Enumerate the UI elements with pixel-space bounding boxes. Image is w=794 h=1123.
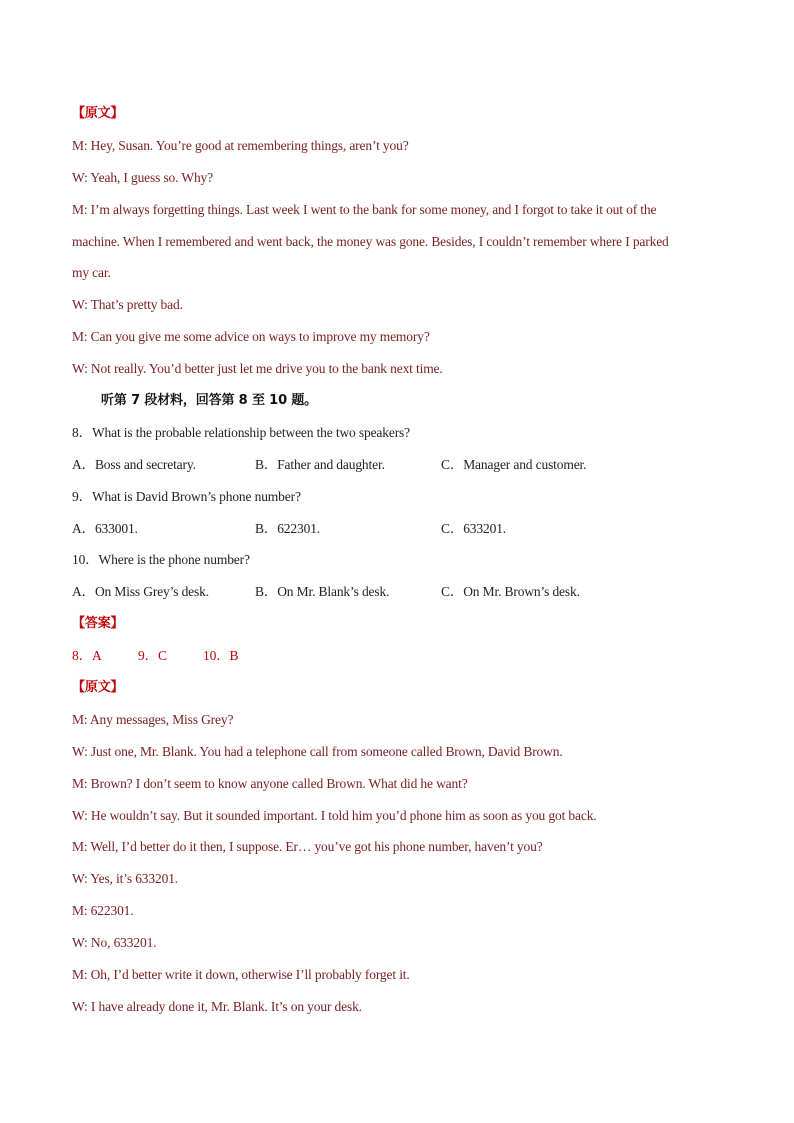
option-b: B．On Mr. Blank’s desk. <box>255 584 390 600</box>
dialogue-line: M: Any messages, Miss Grey? <box>72 711 234 727</box>
dialogue-line: W: Yeah, I guess so. Why? <box>72 169 213 185</box>
option-a: A．Boss and secretary. <box>72 456 196 472</box>
dialogue-line: M: Brown? I don’t seem to know anyone called Brown. What did he want? <box>72 775 468 791</box>
dialogue-line: M: Hey, Susan. You’re good at remembering things, aren’t you? <box>72 137 409 153</box>
options-row-9 <box>72 513 722 545</box>
answer-10: 10．B <box>203 648 239 664</box>
dialogue-line: W: Not really. You’d better just let me drive you to the bank next time. <box>72 361 443 377</box>
question-10: 10．Where is the phone number? <box>72 552 250 568</box>
answer-9: 9．C <box>138 648 167 664</box>
option-a: A．633001. <box>72 520 138 536</box>
option-b: B．622301. <box>255 520 321 536</box>
dialogue-line: W: He wouldn’t say. But it sounded important. I told him you’d phone him as soon as you got back. <box>72 807 597 823</box>
dialogue-line: my car. <box>72 265 111 281</box>
answers-row <box>72 640 722 672</box>
option-c: C．Manager and customer. <box>441 456 587 472</box>
dialogue-line: M: Oh, I’d better write it down, otherwise I’ll probably forget it. <box>72 967 410 983</box>
dialogue-line: M: 622301. <box>72 903 134 919</box>
dialogue-line: W: That’s pretty bad. <box>72 297 183 313</box>
section-title: 听第 7 段材料，回答第 8 至 10 题。 <box>101 393 318 409</box>
dialogue-line: W: Just one, Mr. Blank. You had a telephone call from someone called Brown, David Brown. <box>72 743 563 759</box>
question-8: 8．What is the probable relationship between the two speakers? <box>72 424 410 440</box>
option-c: C．633201. <box>441 520 507 536</box>
dialogue-line: machine. When I remembered and went back, the money was gone. Besides, I couldn’t remember where I parked <box>72 233 669 249</box>
dialogue-line: M: Well, I’d better do it then, I suppose. Er… you’ve got his phone number, haven’t you? <box>72 839 543 855</box>
dialogue-line: W: I have already done it, Mr. Blank. It’s on your desk. <box>72 998 362 1014</box>
dialogue-line: M: I’m always forgetting things. Last week I went to the bank for some money, and I forgot to take it out of the <box>72 201 657 217</box>
document-page <box>72 98 722 1023</box>
answer-heading: 【答案】 <box>72 616 124 632</box>
dialogue-line: W: No, 633201. <box>72 935 157 951</box>
options-row-10 <box>72 576 722 608</box>
option-b: B．Father and daughter. <box>255 456 385 472</box>
transcript-heading: 【原文】 <box>72 680 124 696</box>
answer-8: 8．A <box>72 648 102 664</box>
options-row-8 <box>72 449 722 481</box>
transcript-heading: 【原文】 <box>72 106 124 121</box>
option-a: A．On Miss Grey’s desk. <box>72 584 209 600</box>
dialogue-line: W: Yes, it’s 633201. <box>72 871 179 887</box>
dialogue-line: M: Can you give me some advice on ways to improve my memory? <box>72 329 430 345</box>
question-9: 9．What is David Brown’s phone number? <box>72 488 301 504</box>
option-c: C．On Mr. Brown’s desk. <box>441 584 580 600</box>
